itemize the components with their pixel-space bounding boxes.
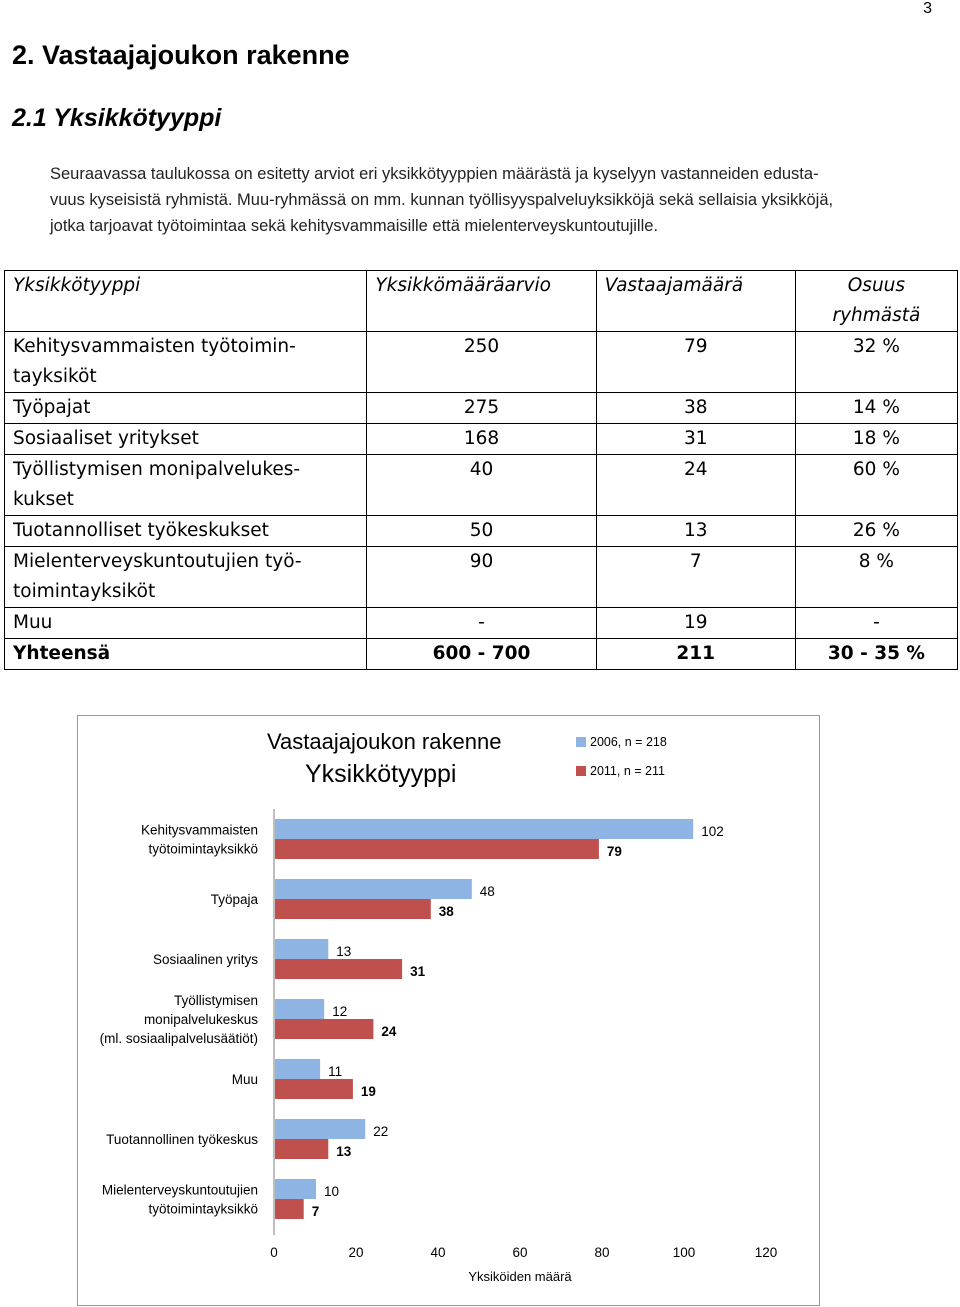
table-header-row — [5, 271, 958, 332]
bar — [275, 1119, 365, 1139]
cell-unit-estimate: 250 — [367, 332, 596, 393]
table-row — [5, 424, 958, 455]
bar — [275, 1199, 304, 1219]
x-tick-label: 0 — [270, 1245, 278, 1260]
cell-share: 60 % — [795, 455, 957, 516]
cell-unit-type: Työpajat — [5, 393, 367, 424]
category-label: Kehitysvammaisten — [140, 822, 258, 838]
data-label: 102 — [701, 824, 724, 839]
cell-total-label: Yhteensä — [5, 639, 367, 670]
bar — [275, 1079, 353, 1099]
category-label: työtoimintayksikkö — [148, 1201, 258, 1217]
data-label: 48 — [479, 884, 495, 899]
category-label: Työllistymisen — [173, 993, 258, 1008]
cell-share: 32 % — [795, 332, 957, 393]
header-unit-estimate: Yksikkömääräarvio — [367, 271, 596, 332]
header-share: Osuus ryhmästä — [795, 271, 957, 332]
cell-unit-estimate: 40 — [367, 455, 596, 516]
header-unit-type: Yksikkötyyppi — [5, 271, 367, 332]
intro-line: jotka tarjoavat työtoimintaa sekä kehitysvammaisille että mielenterveyskuntoutujille. — [50, 217, 659, 235]
data-label: 11 — [328, 1064, 343, 1079]
bar — [275, 1059, 320, 1079]
x-axis-title: Yksiköiden määrä — [468, 1269, 572, 1284]
cell-total-respondents: 211 — [596, 639, 795, 670]
legend-label: 2011, n = 211 — [590, 764, 665, 778]
data-label: 31 — [410, 964, 426, 979]
x-tick-label: 100 — [672, 1245, 696, 1260]
table-row — [5, 516, 958, 547]
table-total-row — [5, 639, 958, 670]
bar — [275, 959, 402, 979]
cell-unit-type: Muu — [5, 608, 367, 639]
cell-unit-estimate: 275 — [367, 393, 596, 424]
cell-unit-type: Kehitysvammaisten työtoimin-tayksiköt — [5, 332, 367, 393]
cell-share: 8 % — [795, 547, 957, 608]
category-label: Mielenterveyskuntoutujien — [101, 1182, 258, 1198]
data-label: 38 — [438, 904, 454, 919]
data-label: 19 — [360, 1084, 376, 1099]
category-label: monipalvelukeskus — [143, 1012, 258, 1027]
x-tick-label: 40 — [430, 1245, 446, 1260]
x-tick-label: 120 — [754, 1245, 778, 1260]
cell-respondent-count: 79 — [596, 332, 795, 393]
cell-share: 26 % — [795, 516, 957, 547]
cell-respondent-count: 13 — [596, 516, 795, 547]
cell-total-estimate: 600 - 700 — [367, 639, 596, 670]
category-label: (ml. sosiaalipalvelusäätiöt) — [99, 1031, 258, 1046]
bar — [275, 1179, 316, 1199]
x-tick-label: 80 — [594, 1245, 610, 1260]
cell-respondent-count: 24 — [596, 455, 795, 516]
chart-title: Vastaajajoukon rakenne — [267, 729, 502, 754]
data-label: 13 — [336, 944, 352, 959]
cell-respondent-count: 38 — [596, 393, 795, 424]
category-label: työtoimintayksikkö — [148, 841, 258, 857]
data-label: 12 — [332, 1004, 348, 1019]
bar — [275, 879, 472, 899]
legend-swatch — [576, 766, 586, 776]
bar — [275, 839, 599, 859]
table-row — [5, 393, 958, 424]
category-label: Muu — [231, 1072, 258, 1087]
bar-chart — [78, 716, 819, 1305]
header-respondent-count: Vastaajamäärä — [596, 271, 795, 332]
intro-paragraph — [50, 161, 910, 239]
bar — [275, 899, 431, 919]
data-label: 79 — [606, 844, 622, 859]
cell-share: - — [795, 608, 957, 639]
bar — [275, 1139, 328, 1159]
cell-share: 14 % — [795, 393, 957, 424]
data-label: 24 — [381, 1024, 397, 1039]
cell-share: 18 % — [795, 424, 957, 455]
subsection-heading: 2.1 Yksikkötyyppi — [12, 104, 222, 132]
bar — [275, 1019, 373, 1039]
category-label: Tuotannollinen työkeskus — [106, 1132, 258, 1147]
data-label: 13 — [336, 1144, 352, 1159]
intro-line: Seuraavassa taulukossa on esitetty arviot eri yksikkötyyppien määrästä ja kyselyyn vastanneiden edusta- — [50, 165, 819, 183]
unit-type-table — [4, 270, 958, 670]
data-label: 10 — [324, 1184, 340, 1199]
cell-unit-type: Tuotannolliset työkeskukset — [5, 516, 367, 547]
legend-label: 2006, n = 218 — [590, 735, 667, 749]
data-label: 22 — [373, 1124, 389, 1139]
cell-unit-type: Työllistymisen monipalvelukes-kukset — [5, 455, 367, 516]
x-tick-label: 60 — [512, 1245, 528, 1260]
category-label: Sosiaalinen yritys — [152, 952, 258, 967]
cell-unit-estimate: 50 — [367, 516, 596, 547]
cell-unit-type: Mielenterveyskuntoutujien työ-toimintayksiköt — [5, 547, 367, 608]
table-row — [5, 332, 958, 393]
cell-unit-type: Sosiaaliset yritykset — [5, 424, 367, 455]
cell-respondent-count: 31 — [596, 424, 795, 455]
cell-unit-estimate: 168 — [367, 424, 596, 455]
cell-respondent-count: 19 — [596, 608, 795, 639]
bar — [275, 999, 324, 1019]
page-number: 3 — [923, 0, 932, 17]
table-row — [5, 547, 958, 608]
legend-swatch — [576, 737, 586, 747]
bar — [275, 819, 693, 839]
intro-line: vuus kyseisistä ryhmistä. Muu-ryhmässä on mm. kunnan työllisyyspalveluyksikköjä sekä sellaisia yksikköjä, — [50, 191, 834, 209]
chart-frame — [77, 715, 820, 1306]
bar — [275, 939, 328, 959]
x-tick-label: 20 — [348, 1245, 364, 1260]
cell-total-share: 30 - 35 % — [795, 639, 957, 670]
chart-subtitle: Yksikkötyyppi — [305, 760, 457, 788]
cell-unit-estimate: 90 — [367, 547, 596, 608]
cell-unit-estimate: - — [367, 608, 596, 639]
data-label: 7 — [311, 1204, 320, 1219]
table-row — [5, 608, 958, 639]
cell-respondent-count: 7 — [596, 547, 795, 608]
table-row — [5, 455, 958, 516]
category-label: Työpaja — [210, 892, 258, 907]
section-heading: 2. Vastaajajoukon rakenne — [12, 40, 350, 70]
